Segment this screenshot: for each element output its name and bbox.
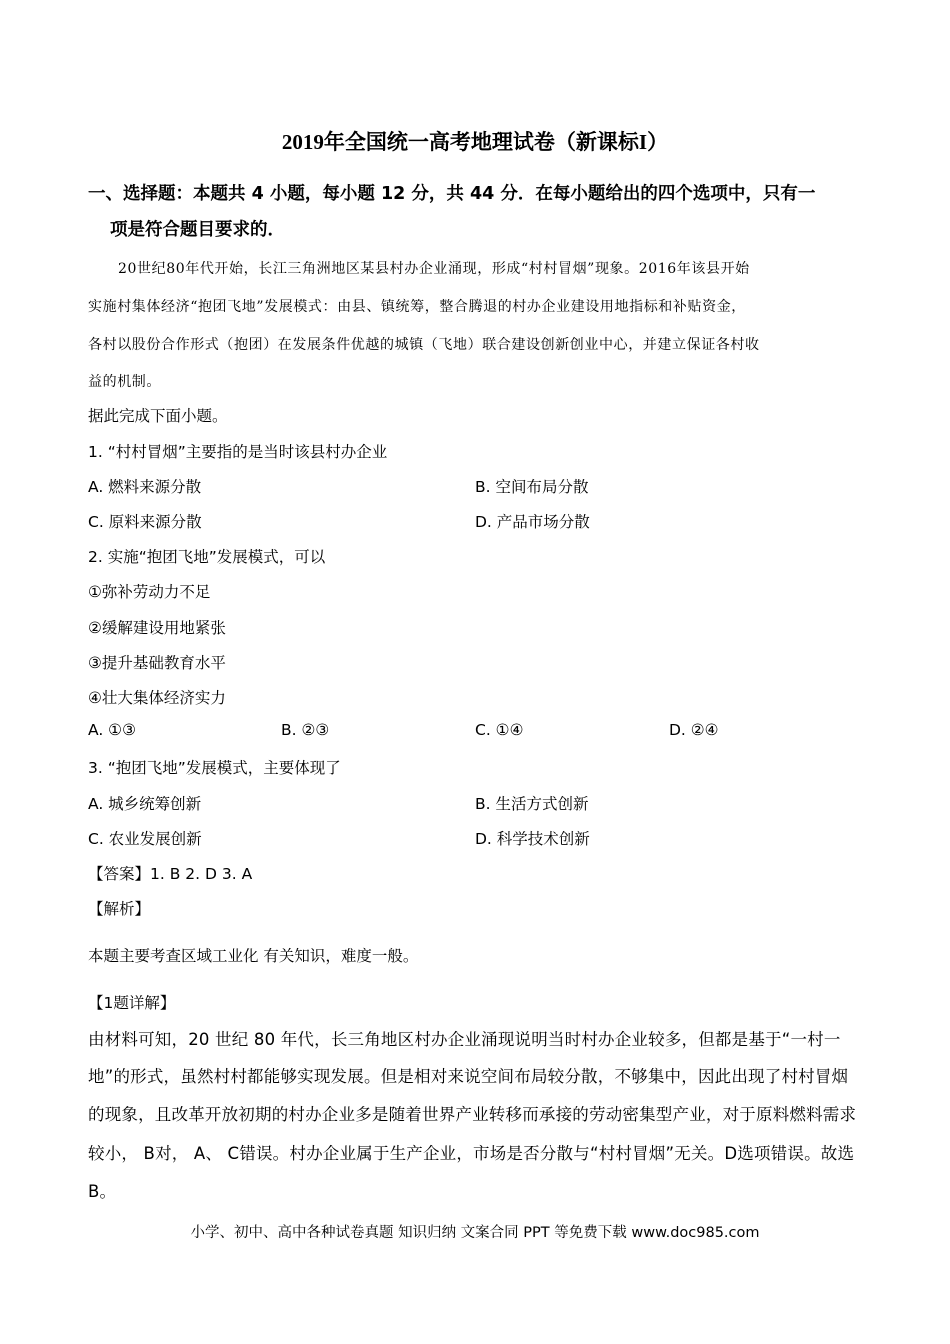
analysis-intro: 本题主要考查区域工业化 有关知识，难度一般。: [88, 947, 419, 965]
detail-line-1: 由材料可知，20 世纪 80 年代，长三角地区村办企业涌现说明当时村办企业较多，但都是基于“一村一: [88, 1030, 841, 1049]
section-heading-line-1: 一、选择题：本题共 4 小题，每小题 12 分，共 44 分．在每小题给出的四个选项中，只有一: [88, 184, 816, 204]
q2-statement-3: ③提升基础教育水平: [88, 654, 226, 672]
q3-stem: 3. “抱团飞地”发展模式，主要体现了: [88, 759, 341, 777]
q3-option-b: B. 生活方式创新: [475, 795, 589, 813]
material-line-2: 实施村集体经济“抱团飞地”发展模式：由县、镇统筹，整合腾退的村办企业建设用地指标和补贴资金，: [88, 299, 746, 315]
q2-option-b: B. ②③: [281, 721, 330, 739]
q2-stem: 2. 实施“抱团飞地”发展模式，可以: [88, 548, 326, 566]
detail-label: 【1题详解】: [88, 994, 176, 1012]
q2-option-a: A. ①③: [88, 721, 136, 739]
analysis-label: 【解析】: [88, 900, 151, 918]
detail-line-5: B。: [88, 1182, 117, 1201]
q1-option-c: C. 原料来源分散: [88, 513, 202, 531]
q1-option-a: A. 燃料来源分散: [88, 478, 202, 496]
q2-statement-4: ④壮大集体经济实力: [88, 689, 226, 707]
page-footer: 小学、初中、高中各种试卷真题 知识归纳 文案合同 PPT 等免费下载 www.doc985.com: [190, 1225, 760, 1241]
material-line-3: 各村以股份合作形式（抱团）在发展条件优越的城镇（飞地）联合建设创新创业中心，并建立保证各村收: [88, 337, 760, 353]
q1-stem: 1. “村村冒烟”主要指的是当时该县村办企业: [88, 443, 388, 461]
answer-line: 【答案】1. B 2. D 3. A: [88, 865, 253, 883]
q2-statement-1: ①弥补劳动力不足: [88, 583, 211, 601]
q1-option-b: B. 空间布局分散: [475, 478, 589, 496]
q1-option-d: D. 产品市场分散: [475, 513, 590, 531]
detail-line-2: 地”的形式，虽然村村都能够实现发展。但是相对来说空间布局较分散，不够集中，因此出现了村村冒烟: [88, 1067, 849, 1086]
material-line-4: 益的机制。: [88, 374, 161, 390]
q2-option-c: C. ①④: [475, 721, 524, 739]
detail-line-3: 的现象，且改革开放初期的村办企业多是随着世界产业转移而承接的劳动密集型产业，对于原料燃料需求: [88, 1105, 857, 1124]
instruction: 据此完成下面小题。: [88, 407, 228, 425]
exam-title: 2019年全国统一高考地理试卷（新课标I）: [281, 130, 669, 154]
q3-option-d: D. 科学技术创新: [475, 830, 590, 848]
detail-line-4: 较小， B对， A、 C错误。村办企业属于生产企业，市场是否分散与“村村冒烟”无关。D选项错误。故选: [88, 1144, 855, 1163]
q3-option-a: A. 城乡统筹创新: [88, 795, 202, 813]
material-line-1: 20世纪80年代开始，长江三角洲地区某县村办企业涌现，形成“村村冒烟”现象。2016年该县开始: [118, 261, 750, 277]
q2-option-d: D. ②④: [669, 721, 719, 739]
q3-option-c: C. 农业发展创新: [88, 830, 202, 848]
section-heading-line-2: 项是符合题目要求的．: [110, 220, 285, 240]
q2-statement-2: ②缓解建设用地紧张: [88, 619, 226, 637]
